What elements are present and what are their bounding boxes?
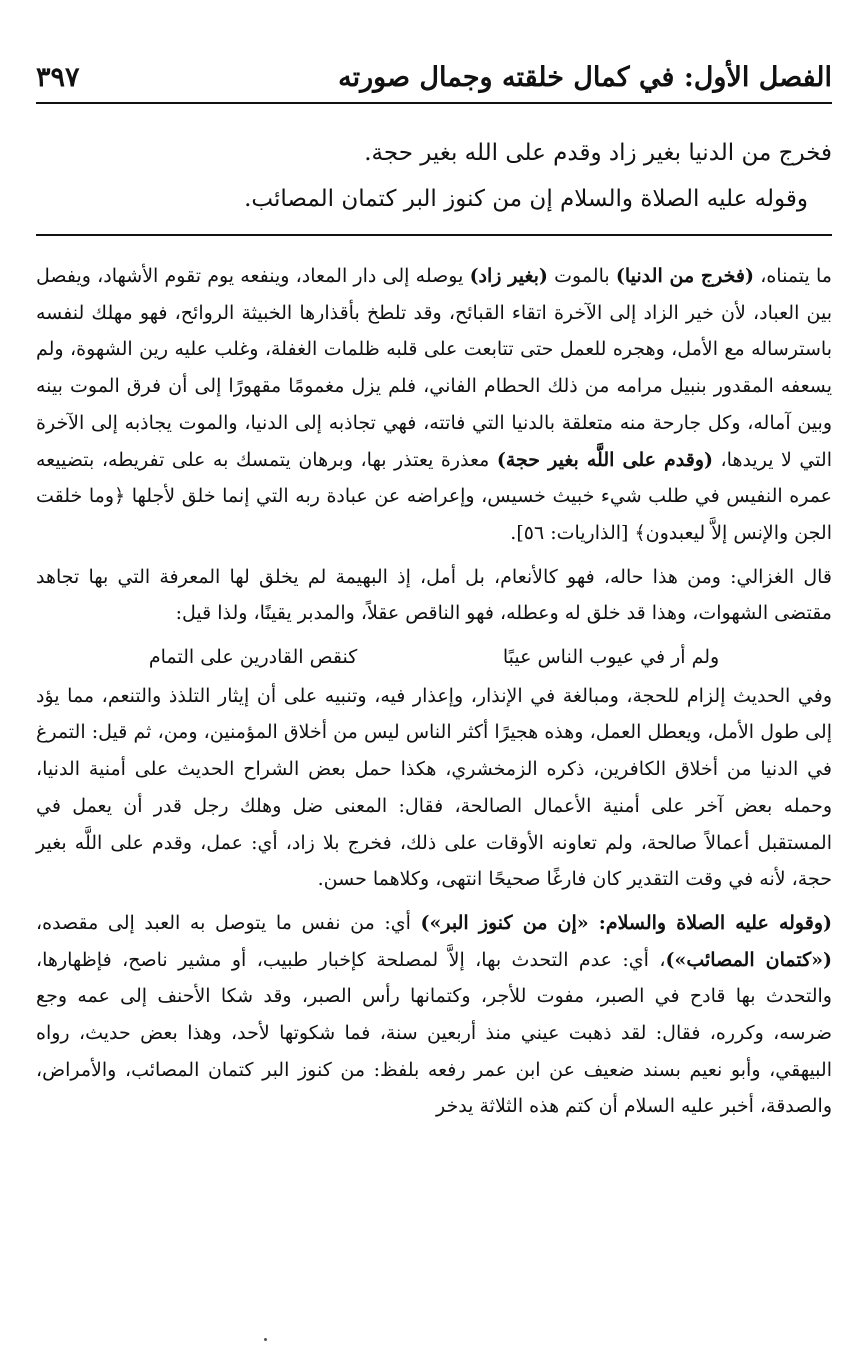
text: ، أي: عدم التحدث بها، إلاَّ لمصلحة كإخبار طبيب، أو مشير ناصح، فإظهارها، والتحدث بها قادح في الصبر، مفوت للأجر، وكتمانها رأس الصبر، وقد شكا الأحنف إلى عمه وجع ضرسه، وكرره، فقال: لقد ذهبت عيني منذ أربعين سنة، فما شكوتها لأحد، وهذا بعض حديث، رواه البيهقي، وأبو نعيم بسند ضعيف عن ابن عمر رفعه بلفظ: من كنوز البر كتمان المصائب، والأمراض، والصدقة، أخبر عليه السلام أن كتم هذه الثلاثة يدخر [36,948,832,1118]
text: ما يتمناه، [754,265,832,287]
quoted-phrase: (بغير زاد) [469,265,548,287]
section-divider [36,234,832,236]
quoted-phrase: (وقدم على اللَّه بغير حجة) [496,448,714,471]
text: معذرة يعتذر بها، وبرهان يتمسك به على تفريطه، بتضييعه عمره النفيس في طلب شيء خبيث خسيس، وإعراضه عن عبادة ربه التي إنما خلق لأجلها ﴿وما خلقت الجن والإنس إلاَّ ليعبدون﴾ [الذاريات: ٥٦]. [36,448,832,544]
page-number: ٣٩٧ [36,61,80,93]
hadith-text [36,130,832,222]
hadith-line-1: فخرج من الدنيا بغير زاد وقدم على الله بغير حجة. [364,140,832,166]
quoted-phrase: («كتمان المصائب») [665,948,832,971]
chapter-title: الفصل الأول: في كمال خلقته وجمال صورته [338,61,832,93]
poem-hemistich-2: كنقص القادرين على التمام [148,646,358,669]
running-header [36,52,832,104]
paragraph-1 [36,258,832,552]
commentary-body [36,258,832,1132]
quoted-phrase: (فخرج من الدنيا) [615,265,754,287]
paragraph-3: وفي الحديث إلزام للحجة، ومبالغة في الإنذار، وإعذار فيه، وتنبيه على أن إيثار التلذذ والتنعم، مما يؤد إلى طول الأمل، ويعطل العمل، وهذه هجيرًا أكثر الناس ليس من أخلاق المؤمنين، ومن، ثم قيل: التمرغ في الدنيا من أخلاق الكافرين، ذكره الزمخشري، هكذا حمل بعض الشراح الحديث على أمنية الدنيا، وحمله بعض آخر على أمنية الأعمال الصالحة، فقال: المعنى ضل وهلك رجل قدر أن يعمل في المستقبل أعمالاً صالحة، ولم تعاونه الأوقات على ذلك، فخرج بلا زاد، أي: عمل، وقدم على اللَّه بغير حجة، لأنه في وقت التقدير كان فارغًا صحيحًا انتهى، وكلاهما حسن. [36,684,832,891]
text: أي: من نفس ما يتوصل به العبد إلى مقصده، [36,911,421,934]
text: بالموت [547,265,616,287]
quoted-phrase: (وقوله عليه الصلاة والسلام: «إن من كنوز البر») [420,911,832,934]
paragraph-4 [36,905,832,1125]
paragraph-2: قال الغزالي: ومن هذا حاله، فهو كالأنعام، بل أمل، إذ البهيمة لم يخلق لها المعرفة التي بها تجاهد مقتضى الشهوات، وهذا قد خلق له وعطله، فهو الناقص عقلاً، والمدبر يقينًا، ولذا قيل: [36,565,832,625]
poem-hemistich-1: ولم أر في عيوب الناس عيبًا [502,646,720,669]
hadith-line-2: وقوله عليه الصلاة والسلام إن من كنوز البر كتمان المصائب. [244,186,808,212]
poem-verse [36,639,832,676]
scan-dot [264,1338,267,1341]
text: يوصله إلى دار المعاد، وينفعه يوم تقوم الأشهاد، ويفصل بين العباد، لأن خير الزاد إلى الآخرة اتقاء القبائح، وقد تلطخ بأقذارها الخبيثة الروائح، فهو مهلك لنفسه باسترساله مع الأمل، وهجره للعمل حتى تتابعت على قلبه ظلمات الغفلة، وغلب عليه رين الشهوة، ولم يسعفه المقدور بنبيل مرامه من ذلك الحطام الفاني، فلم يزل مغمومًا مقهورًا إلى أن فرق الموت بينه وبين آماله، وكل جارحة منه متعلقة بالدنيا التي فاتته، فهي تجاذبه إلى الدنيا، والموت يجاذبه إلى الآخرة التي لا يريدها، [36,265,832,471]
